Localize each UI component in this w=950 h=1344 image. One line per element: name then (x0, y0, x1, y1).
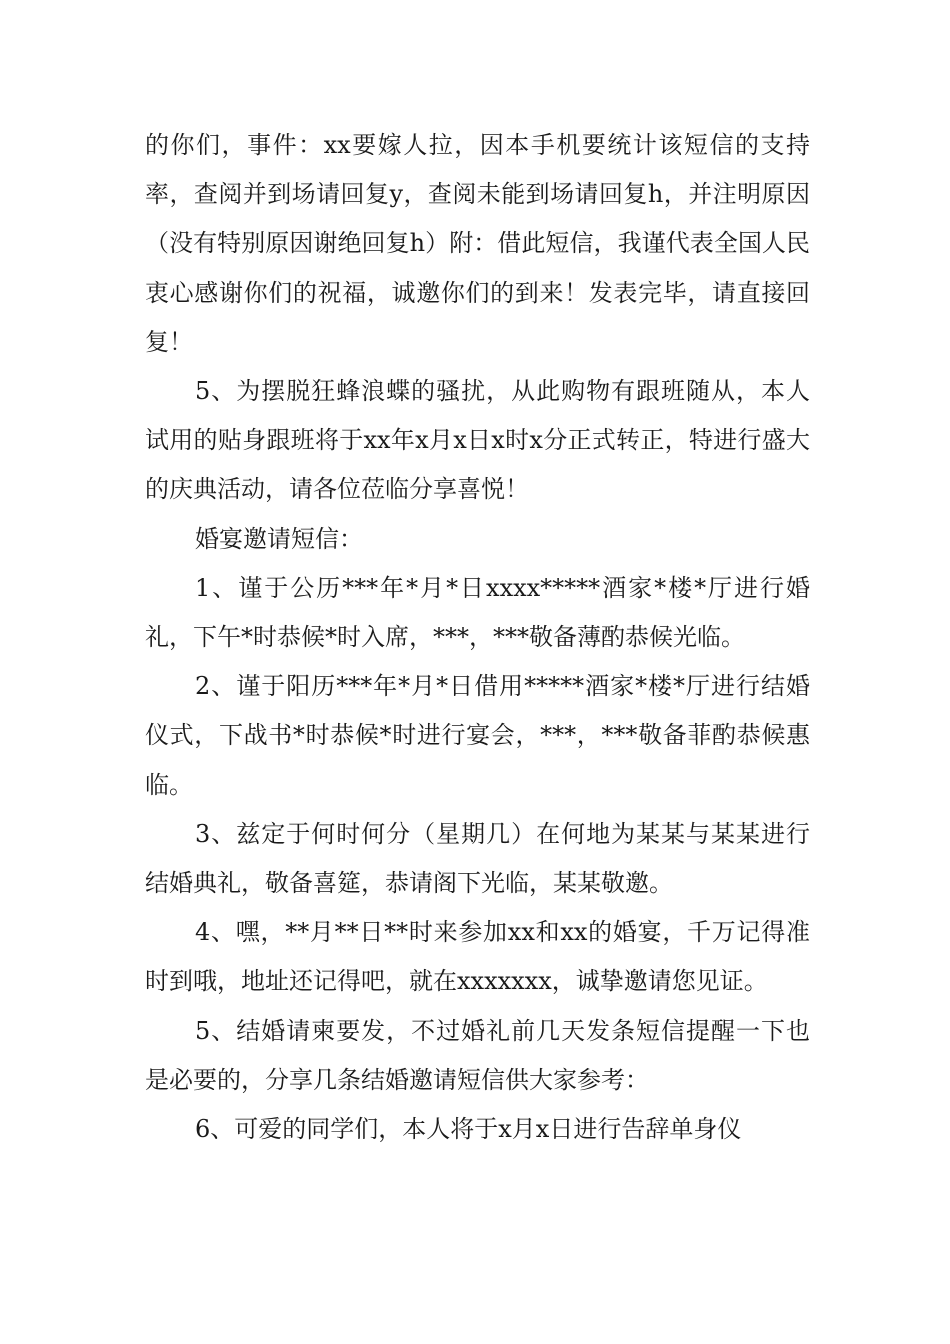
section-heading: 婚宴邀请短信： (195, 524, 363, 553)
paragraph-item-3: 3、兹定于何时何分（星期几）在何地为某某与某某进行结婚典礼，敬备喜筵，恭请阁下光临，某某敬邀。 (145, 819, 810, 898)
paragraph-item-1: 1、谨于公历***年*月*日xxxx*****酒家*楼*厅进行婚礼，下午*时恭候*时入席，***，***敬备薄酌恭候光临。 (145, 573, 810, 652)
paragraph-continued: 的你们，事件：xx要嫁人拉，因本手机要统计该短信的支持率，查阅并到场请回复y，查阅未能到场请回复h，并注明原因（没有特别原因谢绝回复h）附：借此短信，我谨代表全国人民衷心感谢你们的祝福，诚邀你们的到来！发表完毕，请直接回复！ (145, 131, 810, 356)
paragraph-item-5b: 5、结婚请柬要发，不过婚礼前几天发条短信提醒一下也是必要的，分享几条结婚邀请短信供大家参考： (145, 1016, 810, 1094)
document-body (145, 121, 810, 1154)
paragraph-item-6: 6、可爱的同学们，本人将于x月x日进行告辞单身仪 (195, 1115, 742, 1144)
paragraph-item-2: 2、谨于阳历***年*月*日借用*****酒家*楼*厅进行结婚仪式，下战书*时恭候*时进行宴会，***，***敬备菲酌恭候惠临。 (145, 672, 810, 799)
paragraph-item-4: 4、嘿，**月**日**时来参加xx和xx的婚宴，千万记得准时到哦，地址还记得吧，就在xxxxxxx，诚挚邀请您见证。 (145, 918, 810, 996)
paragraph-item-5: 5、为摆脱狂蜂浪蝶的骚扰，从此购物有跟班随从，本人试用的贴身跟班将于xx年x月x日x时x分正式转正，特进行盛大的庆典活动，请各位莅临分享喜悦！ (145, 377, 810, 504)
